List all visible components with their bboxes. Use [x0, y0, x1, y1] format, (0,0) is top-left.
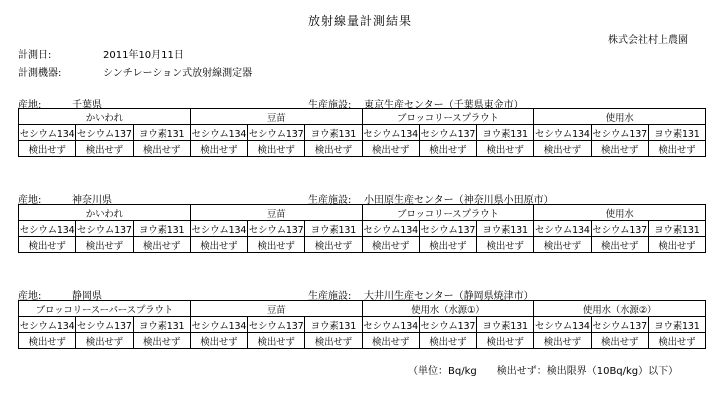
isotope-header: セシウム137	[248, 317, 305, 333]
result-cell: 検出せず	[648, 333, 705, 349]
result-cell: 検出せず	[362, 237, 419, 253]
origin-label: 産地:	[18, 291, 42, 302]
isotope-header: セシウム134	[534, 317, 591, 333]
result-cell: 検出せず	[362, 333, 419, 349]
product-header: 豆苗	[190, 301, 362, 317]
isotope-header: セシウム137	[591, 125, 648, 141]
results-table-shizuoka	[18, 300, 706, 349]
facility-value: 大井川生産センター（静岡県焼津市）	[364, 291, 534, 302]
device-value: シンチレーション式放射線測定器	[103, 68, 253, 79]
product-header: ブロッコリースプラウト	[362, 205, 534, 221]
result-cell: 検出せず	[591, 333, 648, 349]
result-cell: 検出せず	[19, 237, 76, 253]
product-header: 使用水	[534, 205, 706, 221]
result-cell: 検出せず	[76, 333, 133, 349]
company-name: 株式会社村上農園	[608, 35, 688, 46]
result-cell: 検出せず	[133, 141, 190, 157]
isotope-header: ヨウ素131	[305, 317, 362, 333]
facility-label: 生産施設:	[308, 195, 352, 206]
isotope-header: ヨウ素131	[305, 125, 362, 141]
isotope-header: セシウム134	[534, 221, 591, 237]
isotope-header: ヨウ素131	[133, 221, 190, 237]
product-header: かいわれ	[19, 109, 191, 125]
result-cell: 検出せず	[76, 141, 133, 157]
result-cell: 検出せず	[591, 237, 648, 253]
origin-value: 神奈川県	[72, 195, 112, 206]
result-cell: 検出せず	[419, 333, 476, 349]
unit-footnote: （単位：Bq/kg 検出せず：検出限界（10Bq/kg）以下）	[408, 366, 679, 377]
product-header: かいわれ	[19, 205, 191, 221]
isotope-header: セシウム134	[19, 125, 76, 141]
result-cell: 検出せず	[305, 237, 362, 253]
product-header: 使用水（水源②）	[534, 301, 706, 317]
result-cell: 検出せず	[534, 141, 591, 157]
isotope-header: セシウム134	[362, 125, 419, 141]
result-cell: 検出せず	[76, 237, 133, 253]
isotope-header: セシウム134	[19, 317, 76, 333]
result-cell: 検出せず	[362, 141, 419, 157]
result-cell: 検出せず	[648, 237, 705, 253]
results-table-kanagawa	[18, 204, 706, 253]
result-cell: 検出せず	[19, 141, 76, 157]
product-header: 豆苗	[190, 205, 362, 221]
result-cell: 検出せず	[534, 237, 591, 253]
result-cell: 検出せず	[591, 141, 648, 157]
result-cell: 検出せず	[248, 333, 305, 349]
facility-label: 生産施設:	[308, 291, 352, 302]
facility-label: 生産施設:	[308, 100, 352, 111]
isotope-header: ヨウ素131	[305, 221, 362, 237]
isotope-header: セシウム134	[19, 221, 76, 237]
result-cell: 検出せず	[190, 333, 247, 349]
isotope-header: ヨウ素131	[477, 125, 534, 141]
isotope-header: セシウム137	[591, 317, 648, 333]
result-cell: 検出せず	[477, 333, 534, 349]
origin-label: 産地:	[18, 195, 42, 206]
origin-label: 産地:	[18, 100, 42, 111]
isotope-header: セシウム137	[76, 317, 133, 333]
result-cell: 検出せず	[477, 237, 534, 253]
isotope-header: セシウム134	[190, 221, 247, 237]
isotope-header: ヨウ素131	[133, 125, 190, 141]
result-cell: 検出せず	[305, 141, 362, 157]
results-table-chiba	[18, 108, 706, 157]
isotope-header: セシウム137	[76, 125, 133, 141]
result-cell: 検出せず	[419, 237, 476, 253]
isotope-header: ヨウ素131	[648, 125, 705, 141]
result-cell: 検出せず	[190, 237, 247, 253]
date-label: 計測日:	[18, 50, 52, 61]
isotope-header: セシウム134	[534, 125, 591, 141]
isotope-header: セシウム137	[419, 317, 476, 333]
isotope-header: ヨウ素131	[477, 317, 534, 333]
isotope-header: セシウム134	[190, 125, 247, 141]
result-cell: 検出せず	[133, 237, 190, 253]
result-cell: 検出せず	[133, 333, 190, 349]
product-header: ブロッコリースプラウト	[362, 109, 534, 125]
facility-value: 東京生産センター（千葉県東金市）	[364, 100, 524, 111]
product-header: 豆苗	[190, 109, 362, 125]
result-cell: 検出せず	[248, 237, 305, 253]
isotope-header: セシウム137	[76, 221, 133, 237]
isotope-header: セシウム137	[419, 125, 476, 141]
isotope-header: ヨウ素131	[648, 221, 705, 237]
result-cell: 検出せず	[305, 333, 362, 349]
isotope-header: セシウム137	[248, 221, 305, 237]
isotope-header: セシウム134	[190, 317, 247, 333]
isotope-header: ヨウ素131	[648, 317, 705, 333]
product-header: ブロッコリースーパースプラウト	[19, 301, 191, 317]
isotope-header: セシウム137	[419, 221, 476, 237]
isotope-header: セシウム137	[248, 125, 305, 141]
origin-value: 静岡県	[72, 291, 102, 302]
result-cell: 検出せず	[477, 141, 534, 157]
result-cell: 検出せず	[419, 141, 476, 157]
result-cell: 検出せず	[534, 333, 591, 349]
result-cell: 検出せず	[190, 141, 247, 157]
result-cell: 検出せず	[648, 141, 705, 157]
origin-value: 千葉県	[72, 100, 102, 111]
isotope-header: ヨウ素131	[133, 317, 190, 333]
isotope-header: セシウム137	[591, 221, 648, 237]
result-cell: 検出せず	[248, 141, 305, 157]
isotope-header: セシウム134	[362, 317, 419, 333]
date-value: 2011年10月11日	[103, 50, 184, 61]
page-title: 放射線量計測結果	[307, 14, 412, 28]
facility-value: 小田原生産センター（神奈川県小田原市）	[364, 195, 554, 206]
device-label: 計測機器:	[18, 68, 62, 79]
product-header: 使用水（水源①）	[362, 301, 534, 317]
isotope-header: ヨウ素131	[477, 221, 534, 237]
product-header: 使用水	[534, 109, 706, 125]
result-cell: 検出せず	[19, 333, 76, 349]
isotope-header: セシウム134	[362, 221, 419, 237]
